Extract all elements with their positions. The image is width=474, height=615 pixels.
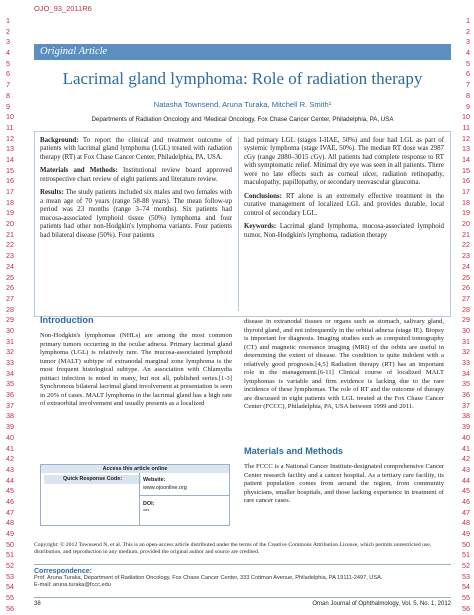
abstract-left-column: [40, 137, 232, 245]
line-number: 20: [6, 219, 14, 229]
line-number: 53: [462, 571, 470, 581]
line-number: 11: [6, 122, 14, 132]
line-number: 5: [466, 58, 470, 68]
line-number: 32: [6, 347, 14, 357]
line-number: 31: [462, 336, 470, 346]
line-number: 19: [6, 208, 14, 218]
line-number: 25: [6, 272, 14, 282]
line-number: 47: [462, 507, 470, 517]
correspondence-address: Prof. Aruna Turaka, Department of Radiation Oncology, Fox Chase Cancer Center, 333 Cottman Avenue, Philadelphia, PA 19111-2497, USA.: [34, 575, 383, 581]
line-number: 3: [6, 37, 10, 47]
line-number: 18: [462, 197, 470, 207]
access-heading: Access this article online: [41, 465, 229, 473]
line-number: 23: [462, 251, 470, 261]
line-number: 42: [6, 454, 14, 464]
line-number: 20: [462, 219, 470, 229]
affiliation: Departments of Radiation Oncology and ¹Medical Oncology, Fox Chase Cancer Center, Philadelphia, PA, USA: [91, 116, 394, 123]
copyright-notice: Copyright: © 2012 Townsend N, et al. This is an open-access article distributed under the terms of the Creative Commons Attribution License, which permits unrestricted use, distribution, and reproduction in any medium, provided the original author and source are credited.: [34, 542, 432, 556]
introduction-continued: disease in extranodal tissues or organs such as stomach, salivary gland, thyroid gland, and not infrequently in the orbital adnexa (stage IE). Biopsy is important for diagnosis. Imaging studies such as computed tomography (CT) and magnetic resonance imaging (MRI) of the orbits are useful in determining the extent of disease. The condition is quite indolent with a relatively good prognosis.[4,5] Radiation therapy (RT) has an important role in the management.[6-11] Clinical course of localized MALT lymphomas is variable and firm evidence is lacking due to the rare incidence of these lymphomas. The role of RT and the outcome of therapy are discussed in eight patients with LGL treated at the Fox Chase Cancer Center (FCCC), Philadelphia, PA, USA between 1999 and 2011.: [244, 318, 444, 411]
line-number: 17: [462, 187, 470, 196]
line-number: 26: [6, 283, 14, 293]
line-number: 37: [462, 400, 470, 410]
methods-label: Materials and Methods:: [40, 167, 118, 175]
line-number: 37: [6, 400, 14, 410]
line-number: 19: [462, 208, 470, 218]
line-number: 1: [466, 16, 470, 25]
line-number: 39: [6, 422, 14, 432]
correspondence-email[interactable]: E-mail: aruna.turaka@fccc.edu: [34, 582, 111, 589]
abstract-divider: [238, 137, 239, 311]
abstract-right-column: [244, 137, 444, 245]
line-number: 2: [6, 26, 10, 36]
results-text: The study patients included six males and two females with a mean age of 70 years (range 58-88 years). The mean follow-up period was 23 months (range 3–74 months). Six patients had mucosa-associated lymphoid tissue (50%) lymphoma and four patients had other non-Hodgkin's lymphoma variants. Four patients had bilateral disease (50%). Four patients: [40, 189, 232, 239]
journal-citation: Oman Journal of Ophthalmology, Vol. 5, No. 1, 2012: [312, 601, 451, 607]
line-number: 4: [6, 48, 10, 58]
line-number: 50: [462, 539, 470, 549]
introduction-text: Non-Hodgkin's lymphomas (NHLs) are among the most common primary tumors occurring in the ocular adnexa. Primary lacrimal gland lymphoma (LGL) is relatively rare. The mucosa-associated lymphoid tumor (MALT) subtype of extranodal marginal zone lymphoma is the most frequent histological subtype. An association with Chlamydia psittaci infection is noted in many, but not all, published series.[1-3] Synchronous bilateral lacrimal gland involvement at presentation is seen in 20% of cases. MALT lymphoma in the lacrimal gland has a high rate of extraorbital involvement and usually presents as a localized: [40, 332, 232, 408]
line-number: 45: [462, 486, 470, 496]
introduction-heading: Introduction: [40, 315, 94, 325]
line-number: 29: [462, 315, 470, 325]
line-number: 40: [462, 432, 470, 442]
article-title: Lacrimal gland lymphoma: Role of radiation therapy: [62, 69, 423, 88]
line-number: 36: [6, 390, 14, 400]
page-number: 38: [34, 601, 41, 607]
website-label: Website:: [143, 477, 166, 483]
line-number: 52: [462, 561, 470, 571]
line-number: 16: [462, 176, 470, 186]
line-number: 26: [462, 283, 470, 293]
line-number: 43: [462, 464, 470, 474]
line-number: 39: [462, 422, 470, 432]
doi-label: DOI:: [143, 501, 155, 507]
line-number: 34: [462, 368, 470, 378]
correspondence-block: [34, 564, 451, 589]
line-number: 15: [462, 165, 470, 175]
methods-heading: Materials and Methods: [244, 446, 344, 456]
line-number: 28: [462, 304, 470, 314]
line-number: 43: [6, 464, 14, 474]
line-number: 2: [466, 26, 470, 36]
line-number: 46: [462, 496, 470, 506]
line-number: 10: [6, 112, 14, 122]
line-number: 33: [462, 358, 470, 367]
doi-value: ***: [143, 509, 150, 515]
line-number: 22: [6, 240, 14, 250]
line-number: 15: [6, 165, 14, 175]
website-link[interactable]: www.ojoonline.org: [143, 485, 187, 491]
methods-text: The FCCC is a National Cancer Institute-designated comprehensive Cancer Center research facility and a cancer hospital. As a tertiary care facility, its patient population comes from around the region, from community physicians, smaller hospitals, and those lacking experience in treatment of rare cancer cases.: [244, 463, 444, 505]
line-number: 33: [6, 358, 14, 367]
conclusions-text: RT alone is an extremely effective treatment in the curative management of localized LGL and provides durable, local control of secondary LGL.: [244, 192, 444, 217]
line-number: 50: [6, 539, 14, 549]
line-number: 41: [6, 443, 14, 453]
line-number: 8: [6, 90, 10, 100]
right-line-numbers: [456, 16, 470, 615]
running-head: OJO_93_2011R6: [34, 4, 92, 13]
line-number: 18: [6, 197, 14, 207]
line-number: 44: [6, 475, 14, 485]
line-number: 24: [462, 261, 470, 271]
line-number: 7: [6, 80, 10, 90]
line-number: 13: [462, 144, 470, 154]
line-number: 21: [6, 229, 14, 239]
line-number: 40: [6, 432, 14, 442]
line-number: 27: [462, 293, 470, 303]
line-number: 35: [6, 379, 14, 389]
line-number: 8: [466, 90, 470, 100]
line-number: 30: [462, 325, 470, 335]
line-number: 45: [6, 486, 14, 496]
section-banner: Original Article: [34, 44, 451, 60]
line-number: 9: [6, 101, 10, 111]
line-number: 27: [6, 293, 14, 303]
line-number: 34: [6, 368, 14, 378]
keywords-text: Lacrimal gland lymphoma, mucosa-associated lymphoid tumor, Non-Hodgkin's lymphoma, radiation therapy: [244, 223, 444, 239]
line-number: 11: [462, 122, 470, 132]
line-number: 48: [6, 518, 14, 528]
line-number: 10: [462, 112, 470, 122]
line-number: 6: [466, 69, 470, 79]
conclusions-label: Conclusions:: [244, 192, 282, 200]
line-number: 12: [6, 133, 14, 143]
line-number: 21: [462, 229, 470, 239]
line-number: 30: [6, 325, 14, 335]
line-number: 22: [462, 240, 470, 250]
author-list: Natasha Townsend, Aruna Turaka, Mitchell R. Smith¹: [153, 100, 332, 109]
line-number: 52: [6, 561, 14, 571]
line-number: 12: [462, 133, 470, 143]
line-number: 1: [6, 16, 10, 25]
correspondence-heading: Correspondence:: [34, 568, 92, 575]
line-number: 16: [6, 176, 14, 186]
line-number: 44: [462, 475, 470, 485]
line-number: 38: [462, 411, 470, 421]
line-number: 29: [6, 315, 14, 325]
background-label: Background:: [40, 137, 79, 144]
line-number: 5: [6, 58, 10, 68]
line-number: 31: [6, 336, 14, 346]
line-number: 47: [6, 507, 14, 517]
line-number: 7: [466, 80, 470, 90]
line-number: 25: [462, 272, 470, 282]
line-number: 14: [6, 154, 14, 164]
line-number: 35: [462, 379, 470, 389]
qr-code-label: Quick Response Code:: [44, 475, 141, 484]
access-divider: [139, 473, 140, 525]
line-number: 54: [462, 582, 470, 592]
line-number: 46: [6, 496, 14, 506]
line-number: 56: [462, 603, 470, 613]
line-number: 41: [462, 443, 470, 453]
line-number: 55: [6, 593, 14, 603]
left-line-numbers: [6, 16, 24, 615]
line-number: 53: [6, 571, 14, 581]
introduction-section: [40, 315, 232, 409]
access-online-box: [40, 464, 230, 526]
methods-section: [244, 446, 444, 506]
line-number: 38: [6, 411, 14, 421]
access-row-divider: [139, 495, 229, 496]
methods-text: Institutional review board approved retrospective chart review of eight patients and literature review.: [40, 167, 232, 183]
line-number: 42: [462, 454, 470, 464]
line-number: 4: [466, 48, 470, 58]
results-continued: had primary LGL (stages I-IIAE, 50%) and four had LGL as part of systemic lymphoma (stage IVAE, 50%). The median RT dose was 2987 cGy (range 2880–3015 cGy). All patients had complete response to RT with symptomatic relief. Minimal dry eye was seen in all patients. There were no late effects such as corneal ulcer, radiation retinopathy, maculopathy, papillopathy, or secondary neovascular glaucoma.: [244, 137, 444, 187]
results-label: Results:: [40, 189, 64, 197]
line-number: 9: [466, 101, 470, 111]
line-number: 17: [6, 187, 14, 196]
line-number: 48: [462, 518, 470, 528]
footer-rule: [34, 597, 451, 598]
line-number: 3: [466, 37, 470, 47]
line-number: 14: [462, 154, 470, 164]
line-number: 13: [6, 144, 14, 154]
line-number: 49: [462, 529, 470, 538]
line-number: 49: [6, 529, 14, 538]
line-number: 36: [462, 390, 470, 400]
background-text: To report the clinical and treatment outcome of patients with lacrimal gland lymphoma (LGL) treated with radiation therapy (RT) at Fox Chase Cancer Center, Philadelphia, PA, USA.: [40, 137, 232, 161]
line-number: 32: [462, 347, 470, 357]
line-number: 55: [462, 593, 470, 603]
line-number: 51: [462, 550, 470, 560]
line-number: 24: [6, 261, 14, 271]
line-number: 28: [6, 304, 14, 314]
line-number: 54: [6, 582, 14, 592]
keywords-label: Keywords:: [244, 223, 277, 231]
line-number: 56: [6, 603, 14, 613]
correspondence-rule: [34, 564, 451, 565]
line-number: 51: [6, 550, 14, 560]
line-number: 6: [6, 69, 10, 79]
line-number: 23: [6, 251, 14, 261]
